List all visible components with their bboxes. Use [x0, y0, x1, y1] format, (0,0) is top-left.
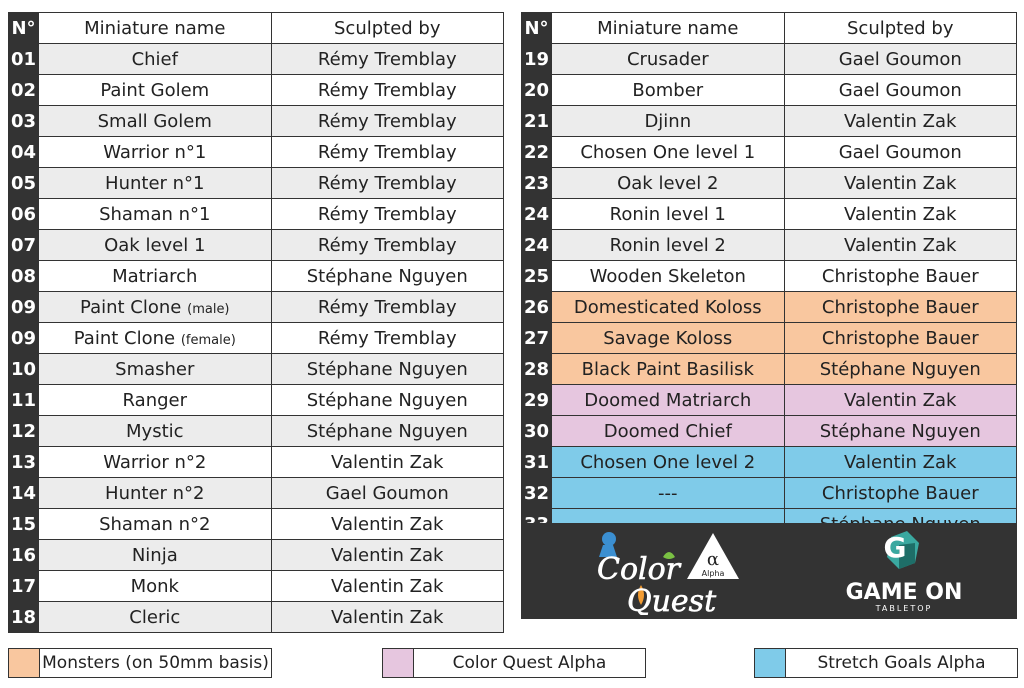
left-table-body [9, 44, 504, 633]
sculptor-name: Valentin Zak [271, 571, 503, 602]
row-number: 03 [9, 106, 39, 137]
svg-text:α: α [706, 549, 720, 570]
miniature-name: Monk [130, 575, 179, 597]
legend-swatch-monsters [9, 649, 40, 677]
sculptor-name: Christophe Bauer [784, 323, 1016, 354]
miniature-name: Ninja [131, 544, 178, 566]
table-row [522, 292, 1017, 323]
miniature-name: Hunter n°1 [105, 172, 205, 194]
row-number: 14 [9, 478, 39, 509]
miniatures-table-left [8, 12, 504, 633]
row-number: 22 [522, 137, 552, 168]
miniature-name-cell [39, 478, 271, 509]
svg-text:Quest: Quest [627, 584, 717, 615]
table-row [9, 385, 504, 416]
legend-swatch-stretch-goals [755, 649, 786, 677]
row-number: 06 [9, 199, 39, 230]
table-row [9, 137, 504, 168]
legend-swatch-color-quest-alpha [383, 649, 414, 677]
miniature-name-cell [39, 571, 271, 602]
row-number: 09 [9, 323, 39, 354]
sculptor-name: Valentin Zak [271, 509, 503, 540]
sculptor-name: Gael Goumon [784, 137, 1016, 168]
miniature-name: Warrior n°2 [103, 451, 207, 473]
sculptor-name: Valentin Zak [784, 447, 1016, 478]
sculptor-name: Rémy Tremblay [271, 137, 503, 168]
row-number: 24 [522, 230, 552, 261]
table-row [522, 478, 1017, 509]
miniature-name-cell [39, 385, 271, 416]
miniature-name: Doomed Matriarch [584, 389, 752, 411]
miniature-name: Warrior n°1 [103, 141, 207, 163]
header-miniature-name: Miniature name [39, 13, 271, 44]
sculptor-name: Valentin Zak [784, 230, 1016, 261]
miniature-name: Shaman n°1 [99, 203, 211, 225]
header-miniature-name: Miniature name [552, 13, 784, 44]
table-row [9, 44, 504, 75]
miniature-name-cell [552, 106, 784, 137]
miniature-name-cell [39, 230, 271, 261]
miniature-name: Paint Clone [80, 296, 182, 318]
table-row [522, 230, 1017, 261]
sculptor-name: Christophe Bauer [784, 261, 1016, 292]
svg-text:GAME ON: GAME ON [845, 580, 963, 605]
miniature-name-cell [552, 230, 784, 261]
table-row [522, 75, 1017, 106]
sculptor-name: Valentin Zak [271, 447, 503, 478]
row-number: 11 [9, 385, 39, 416]
table-row [522, 137, 1017, 168]
legend-label-monsters: Monsters (on 50mm basis) [42, 653, 269, 673]
miniature-name-cell [552, 168, 784, 199]
sculptor-name: Gael Goumon [784, 44, 1016, 75]
svg-text:Color: Color [597, 552, 681, 587]
sculptor-name: Valentin Zak [784, 106, 1016, 137]
sculptor-name: Valentin Zak [784, 199, 1016, 230]
color-quest-logo [591, 527, 751, 615]
sculptor-name: Rémy Tremblay [271, 44, 503, 75]
miniature-name-cell [39, 261, 271, 292]
sculptor-name: Rémy Tremblay [271, 199, 503, 230]
miniature-name-cell [552, 447, 784, 478]
row-number: 07 [9, 230, 39, 261]
table-row [9, 292, 504, 323]
legend-monsters [8, 648, 272, 678]
miniature-name-cell [39, 168, 271, 199]
row-number: 25 [522, 261, 552, 292]
row-number: 32 [522, 478, 552, 509]
table-row [9, 540, 504, 571]
table-row [522, 416, 1017, 447]
miniature-name: Chief [131, 48, 178, 70]
miniature-name-cell [552, 199, 784, 230]
row-number: 24 [522, 199, 552, 230]
row-number: 12 [9, 416, 39, 447]
miniature-name-cell [552, 385, 784, 416]
sculptor-name: Valentin Zak [271, 602, 503, 633]
table-row [9, 168, 504, 199]
table-row [522, 261, 1017, 292]
sculptor-name: Stéphane Nguyen [271, 354, 503, 385]
row-number: 05 [9, 168, 39, 199]
table-row [9, 199, 504, 230]
miniature-name-cell [39, 106, 271, 137]
row-number: 20 [522, 75, 552, 106]
table-row [522, 323, 1017, 354]
miniature-name-cell [39, 447, 271, 478]
miniature-name-cell [39, 292, 271, 323]
miniature-name: Matriarch [112, 265, 198, 287]
header-row [522, 13, 1017, 44]
row-number: 02 [9, 75, 39, 106]
table-row [9, 478, 504, 509]
miniature-name-cell [39, 540, 271, 571]
game-on-logo [839, 527, 969, 615]
miniature-variant: (female) [180, 332, 236, 348]
row-number: 23 [522, 168, 552, 199]
header-sculpted-by: Sculpted by [271, 13, 503, 44]
row-number: 01 [9, 44, 39, 75]
sculptor-name: Stéphane Nguyen [271, 385, 503, 416]
row-number: 29 [522, 385, 552, 416]
miniature-name: Small Golem [97, 110, 212, 132]
miniature-name: --- [658, 482, 678, 504]
miniature-name: Doomed Chief [603, 420, 732, 442]
row-number: 26 [522, 292, 552, 323]
row-number: 21 [522, 106, 552, 137]
miniature-name: Paint Clone [73, 327, 176, 349]
miniature-name-cell [552, 261, 784, 292]
miniature-name-cell [552, 44, 784, 75]
row-number: 15 [9, 509, 39, 540]
table-row [9, 354, 504, 385]
legend-color-quest-alpha [382, 648, 646, 678]
miniature-name: Wooden Skeleton [589, 265, 746, 287]
svg-text:G: G [883, 531, 907, 564]
legend-label-color-quest-alpha: Color Quest Alpha [452, 653, 607, 673]
miniature-name-cell [552, 416, 784, 447]
miniature-name: Ranger [122, 389, 187, 411]
sculptor-name: Rémy Tremblay [271, 106, 503, 137]
sculptor-name: Rémy Tremblay [271, 230, 503, 261]
logo-panel [521, 523, 1017, 619]
row-number: 04 [9, 137, 39, 168]
sculptor-name: Stéphane Nguyen [271, 416, 503, 447]
row-number: 17 [9, 571, 39, 602]
header-number: N° [9, 13, 39, 44]
miniature-name: Black Paint Basilisk [581, 358, 754, 380]
sculptor-name: Christophe Bauer [784, 478, 1016, 509]
sculptor-name: Gael Goumon [271, 478, 503, 509]
table-row [522, 106, 1017, 137]
miniature-name-cell [552, 292, 784, 323]
miniature-variant: (male) [187, 301, 230, 317]
miniature-name: Domesticated Koloss [573, 296, 762, 318]
legend-stretch-goals [754, 648, 1018, 678]
row-number: 16 [9, 540, 39, 571]
row-number: 09 [9, 292, 39, 323]
miniature-name: Cleric [129, 606, 181, 628]
row-number: 08 [9, 261, 39, 292]
miniature-name: Bomber [632, 79, 704, 101]
legend-label-stretch-goals: Stretch Goals Alpha [817, 653, 986, 673]
sculptor-name: Rémy Tremblay [271, 168, 503, 199]
header-row [9, 13, 504, 44]
miniature-name: Djinn [644, 110, 692, 132]
svg-text:Alpha: Alpha [701, 569, 725, 578]
sculptor-name: Rémy Tremblay [271, 75, 503, 106]
row-number: 31 [522, 447, 552, 478]
sculptor-name: Valentin Zak [784, 168, 1016, 199]
table-row [9, 509, 504, 540]
miniature-name-cell [39, 323, 271, 354]
table-row [9, 106, 504, 137]
row-number: 18 [9, 602, 39, 633]
miniature-name: Shaman n°2 [99, 513, 211, 535]
table-row [9, 230, 504, 261]
row-number: 10 [9, 354, 39, 385]
sculptor-name: Valentin Zak [271, 540, 503, 571]
table-row [9, 447, 504, 478]
header-number: N° [522, 13, 552, 44]
miniature-name-cell [552, 478, 784, 509]
miniature-name-cell [39, 416, 271, 447]
miniature-name-cell [552, 354, 784, 385]
miniature-name: Savage Koloss [603, 327, 733, 349]
table-row [522, 168, 1017, 199]
miniature-name-cell [552, 137, 784, 168]
sculptor-name: Rémy Tremblay [271, 292, 503, 323]
sculptor-name: Stéphane Nguyen [271, 261, 503, 292]
sculptor-name: Christophe Bauer [784, 292, 1016, 323]
table-row [9, 571, 504, 602]
sculptor-name: Valentin Zak [784, 385, 1016, 416]
sculptor-name: Rémy Tremblay [271, 323, 503, 354]
table-row [9, 75, 504, 106]
table-row [522, 44, 1017, 75]
miniature-name: Hunter n°2 [105, 482, 205, 504]
miniature-name: Chosen One level 2 [580, 451, 756, 473]
miniature-name: Chosen One level 1 [580, 141, 756, 163]
miniature-name: Paint Golem [100, 79, 210, 101]
table-row [522, 199, 1017, 230]
miniature-name-cell [552, 75, 784, 106]
table-row [9, 416, 504, 447]
miniature-name: Oak level 1 [104, 234, 206, 256]
sculptor-name: Stéphane Nguyen [784, 354, 1016, 385]
table-row [9, 323, 504, 354]
miniature-name-cell [39, 354, 271, 385]
row-number: 19 [522, 44, 552, 75]
miniature-name-cell [39, 509, 271, 540]
miniatures-table-right [521, 12, 1017, 540]
miniature-name-cell [39, 44, 271, 75]
miniature-name: Ronin level 1 [609, 203, 726, 225]
svg-text:TABLETOP: TABLETOP [875, 604, 933, 613]
miniature-name: Oak level 2 [617, 172, 719, 194]
sculptor-name: Gael Goumon [784, 75, 1016, 106]
table-row [9, 261, 504, 292]
header-sculpted-by: Sculpted by [784, 13, 1016, 44]
miniature-name-cell [39, 137, 271, 168]
table-row [522, 354, 1017, 385]
miniature-name: Crusader [626, 48, 709, 70]
row-number: 13 [9, 447, 39, 478]
row-number: 27 [522, 323, 552, 354]
row-number: 30 [522, 416, 552, 447]
miniature-name-cell [39, 602, 271, 633]
table-row [522, 385, 1017, 416]
table-row [522, 447, 1017, 478]
miniature-name: Mystic [126, 420, 184, 442]
table-row [9, 602, 504, 633]
miniature-name: Smasher [115, 358, 195, 380]
miniature-name-cell [552, 323, 784, 354]
row-number: 28 [522, 354, 552, 385]
sculptor-name: Stéphane Nguyen [784, 416, 1016, 447]
miniature-name-cell [39, 199, 271, 230]
miniature-name-cell [39, 75, 271, 106]
miniature-name: Ronin level 2 [609, 234, 726, 256]
right-table-body [522, 44, 1017, 540]
